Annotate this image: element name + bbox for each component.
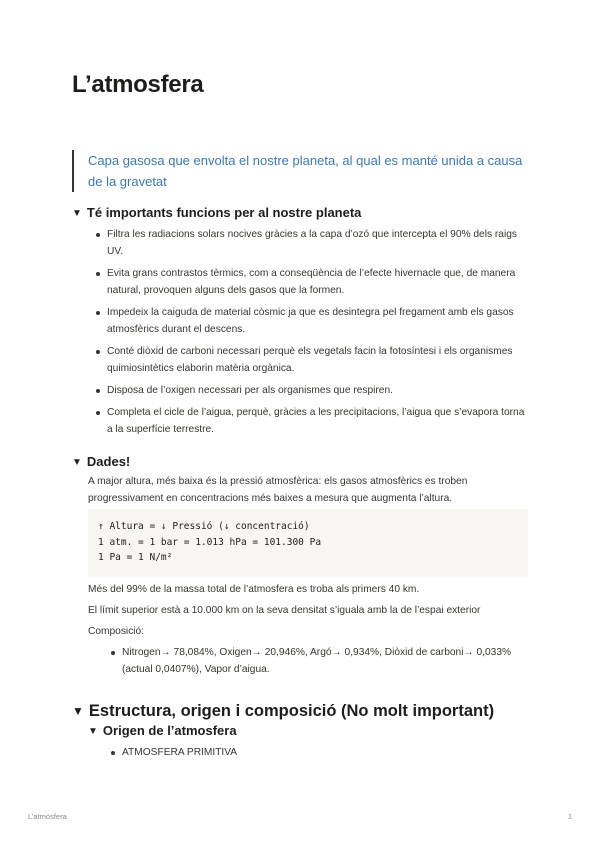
list-item: Evita grans contrastos tèrmics, com a conseqüència de l’efecte hivernacle que, de manera natural, provoquen alguns dels gasos que la formen. <box>107 265 529 299</box>
triangle-down-icon[interactable]: ▼ <box>72 208 82 219</box>
toggle-heading-structure[interactable] <box>72 702 494 721</box>
list-item: Completa el cicle de l’aigua, perquè, gràcies a les precipitacions, l’aigua que s’evapora torna a la superfície terrestre. <box>107 404 529 438</box>
footer-title: L’atmosfera <box>28 812 67 821</box>
paragraph-intro: A major altura, més baixa és la pressió atmosfèrica: els gasos atmosfèrics es troben progressivament en concentracions més baixes a mesura que augmenta l’altura. <box>88 476 468 504</box>
toggle-heading-data[interactable] <box>72 454 130 469</box>
paragraph-mass: Més del 99% de la massa total de l’atmosfera es troba als primers 40 km. <box>88 584 420 595</box>
list-item: Disposa de l’oxigen necessari per als organismes que respiren. <box>107 382 529 399</box>
heading-text: Estructura, origen i composició (No molt important) <box>88 702 495 720</box>
list-item: Nitrogen→ 78,084%, Oxigen→ 20,946%, Argó→ 0,934%, Diòxid de carboni→ 0,033% (actual 0,0407%), Vapor d’aigua. <box>122 644 522 678</box>
paragraph-limit: El límit superior està a 10.000 km on la seva densitat s’iguala amb la de l’espai exterior <box>88 605 481 616</box>
triangle-down-icon[interactable]: ▼ <box>72 457 82 468</box>
code-line: ↑ Altura = ↓ Pressió (↓ concentració) <box>98 521 310 532</box>
composition-list <box>122 644 522 683</box>
page-title: L’atmosfera <box>72 71 204 98</box>
heading-text: Dades! <box>86 454 131 469</box>
code-line: 1 atm. = 1 bar = 1.013 hPa = 101.300 Pa <box>98 536 322 548</box>
origin-list <box>122 744 522 766</box>
list-item: ATMOSFERA PRIMITIVA <box>122 744 522 761</box>
triangle-down-icon[interactable]: ▼ <box>72 704 84 718</box>
list-item: Impedeix la caiguda de material còsmic ja que es desintegra pel fregament amb els gasos atmosfèrics durant el descens. <box>107 304 529 338</box>
list-item: Conté diòxid de carboni necessari perquè els vegetals facin la fotosíntesi i els organismes quimiosintètics elaborin matèria orgànica. <box>107 343 529 377</box>
functions-list <box>107 226 529 443</box>
quote-block: Capa gasosa que envolta el nostre planeta, al qual es manté unida a causa de la gravetat <box>72 150 528 192</box>
page-number: 1 <box>567 812 572 821</box>
triangle-down-icon[interactable]: ▼ <box>88 726 98 737</box>
toggle-heading-functions[interactable] <box>72 205 361 220</box>
paragraph-composition-label: Composició: <box>88 626 145 637</box>
code-line: 1 Pa = 1 N/m² <box>98 552 173 563</box>
code-block <box>88 509 528 577</box>
heading-text: Té importants funcions per al nostre planeta <box>86 205 362 220</box>
list-item: Filtra les radiacions solars nocives gràcies a la capa d’ozó que intercepta el 90% dels raigs UV. <box>107 226 529 260</box>
toggle-heading-origin[interactable] <box>88 723 237 738</box>
heading-text: Origen de l’atmosfera <box>102 723 237 738</box>
